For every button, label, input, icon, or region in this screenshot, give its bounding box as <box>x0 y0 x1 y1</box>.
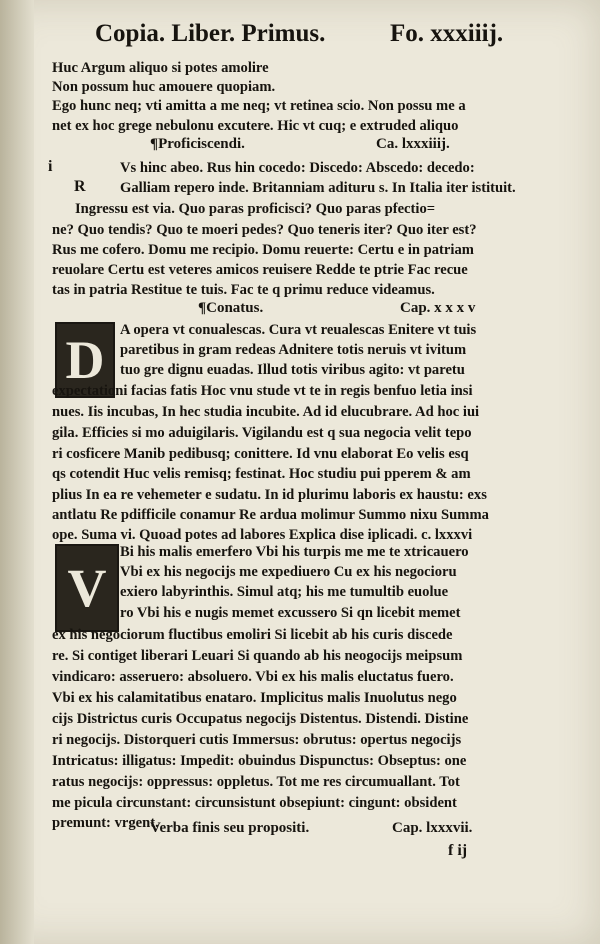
pilcrow-icon: ¶ <box>198 300 207 316</box>
text-line: ri negocijs. Distorqueri cutis Immersus: obrutus: opertus negocijs <box>52 732 462 748</box>
text-line: Bi his malis emerfero Vbi his turpis me me te xtricauero <box>120 544 469 560</box>
chapter-label: Cap. lxxxvii. <box>392 820 473 836</box>
text-line: Vs hinc abeo. Rus hin cocedo: Discedo: Abscedo: decedo: <box>120 160 475 176</box>
page-header <box>95 20 504 48</box>
text-line: ope. Suma vi. Quoad potes ad labores Explica dise iplicadi. c. lxxxvi <box>52 527 473 543</box>
chapter-label: Cap. x x x v <box>400 300 476 316</box>
section-heading-verba-finis: Verba finis seu propositi. <box>150 820 310 836</box>
text-line: plius In ea re vehemeter e sudatu. In id plurimu laboris ex haustu: exs <box>52 487 487 503</box>
text-line: ri cosficere Manib pedibusq; conittere. Id vnu elaborat Eo velis esq <box>52 446 469 462</box>
text-line: vindicaro: asseruero: absoluero. Vbi ex his malis eluctatus fuero. <box>52 669 454 685</box>
text-line: Rus me cofero. Domu me recipio. Domu reuerte: Certu e in patriam <box>52 242 474 258</box>
text-line: ne? Quo tendis? Quo te moeri pedes? Quo teneris iter? Quo iter est? <box>52 222 477 238</box>
text-line: nues. Iis incubas, In hec studia incubite. Ad id elucubrare. Ad hoc iui <box>52 404 480 420</box>
text-line: cijs Districtus curis Occupatus negocijs Distentus. Distendi. Distine <box>52 711 469 727</box>
section-heading-proficiscendi: ¶Proficiscendi. <box>150 136 245 152</box>
margin-mark: R <box>74 178 86 195</box>
text-line: reuolare Certu est veteres amicos reuisere Redde te ptrie Fac recue <box>52 262 468 278</box>
text-line: tas in patria Restitue te tuis. Fac te q primu reduce videamus. <box>52 282 435 298</box>
text-line: ro Vbi his e nugis memet excussero Si qn licebit memet <box>120 605 461 621</box>
text-line: me picula circunstant: circunsistunt obsepiunt: cingunt: obsident <box>52 795 457 811</box>
text-line: gila. Efficies si mo aduigilaris. Vigilandu est q sua negocia velit tepo <box>52 425 472 441</box>
text-line: Vbi ex his calamitatibus enataro. Implicitus malis Inuolutus nego <box>52 690 457 706</box>
text-line: Ego hunc neq; vti amitta a me neq; vt retinea scio. Non possu me a <box>52 98 466 114</box>
margin-mark: i <box>48 158 53 175</box>
text-line: expectationi facias fatis Hoc vnu stude vt te in regis benfuo letia insi <box>52 383 473 399</box>
text-line: Non possum huc amouere quopiam. <box>52 79 276 95</box>
text-line: ex his negociorum fluctibus emoliri Si licebit ab his curis discede <box>52 627 453 643</box>
text-line: Huc Argum aliquo si potes amolire <box>52 60 269 76</box>
text-line: Galliam repero inde. Britanniam adituru s. In Italia iter istituit. <box>120 180 516 196</box>
text-line: qs cotendit Huc velis remisq; festinat. Hoc studiu pui pperem & am <box>52 466 471 482</box>
running-title: Copia. Liber. Primus. <box>95 20 326 47</box>
page-gutter <box>0 0 34 944</box>
text-line: Intricatus: illigatus: Impedit: obuindus Dispunctus: Obseptus: one <box>52 753 467 769</box>
text-line: Vbi ex his negocijs me expediuero Cu ex his negocioru <box>120 564 457 580</box>
section-heading-conatus: ¶Conatus. <box>198 300 264 316</box>
decorated-initial: D <box>55 322 115 398</box>
text-line: re. Si contiget liberari Leuari Si quando ab his neogocijs meipsum <box>52 648 463 664</box>
chapter-label: Ca. lxxxiiij. <box>376 136 450 152</box>
text-line: ratus negocijs: oppressus: oppletus. Tot me res circumuallant. Tot <box>52 774 460 790</box>
decorated-initial: V <box>55 544 119 632</box>
text-line: premunt: vrgent. <box>52 815 159 831</box>
text-line: tuo gre dignu euadas. Illud totis viribus agito: vt paretu <box>120 362 465 378</box>
text-line: Ingressu est via. Quo paras proficisci? Quo paras pfectio= <box>75 201 436 217</box>
text-line: paretibus in gram redeas Adnitere totis neruis vt ivitum <box>120 342 467 358</box>
text-line: antlatu Re pdifficile conamur Re ardua molimur Summo nixu Summa <box>52 507 489 523</box>
signature-mark: f ij <box>448 842 468 859</box>
text-line: exiero labyrinthis. Simul atq; his me tumultib euolue <box>120 584 449 600</box>
text-line: net ex hoc grege nebulonu excutere. Hic vt cuq; e extruded aliquo <box>52 118 459 134</box>
pilcrow-icon: ¶ <box>150 136 159 152</box>
folio-number: Fo. xxxiiij. <box>390 20 504 47</box>
text-line: A opera vt conualescas. Cura vt reualescas Enitere vt tuis <box>120 322 477 338</box>
